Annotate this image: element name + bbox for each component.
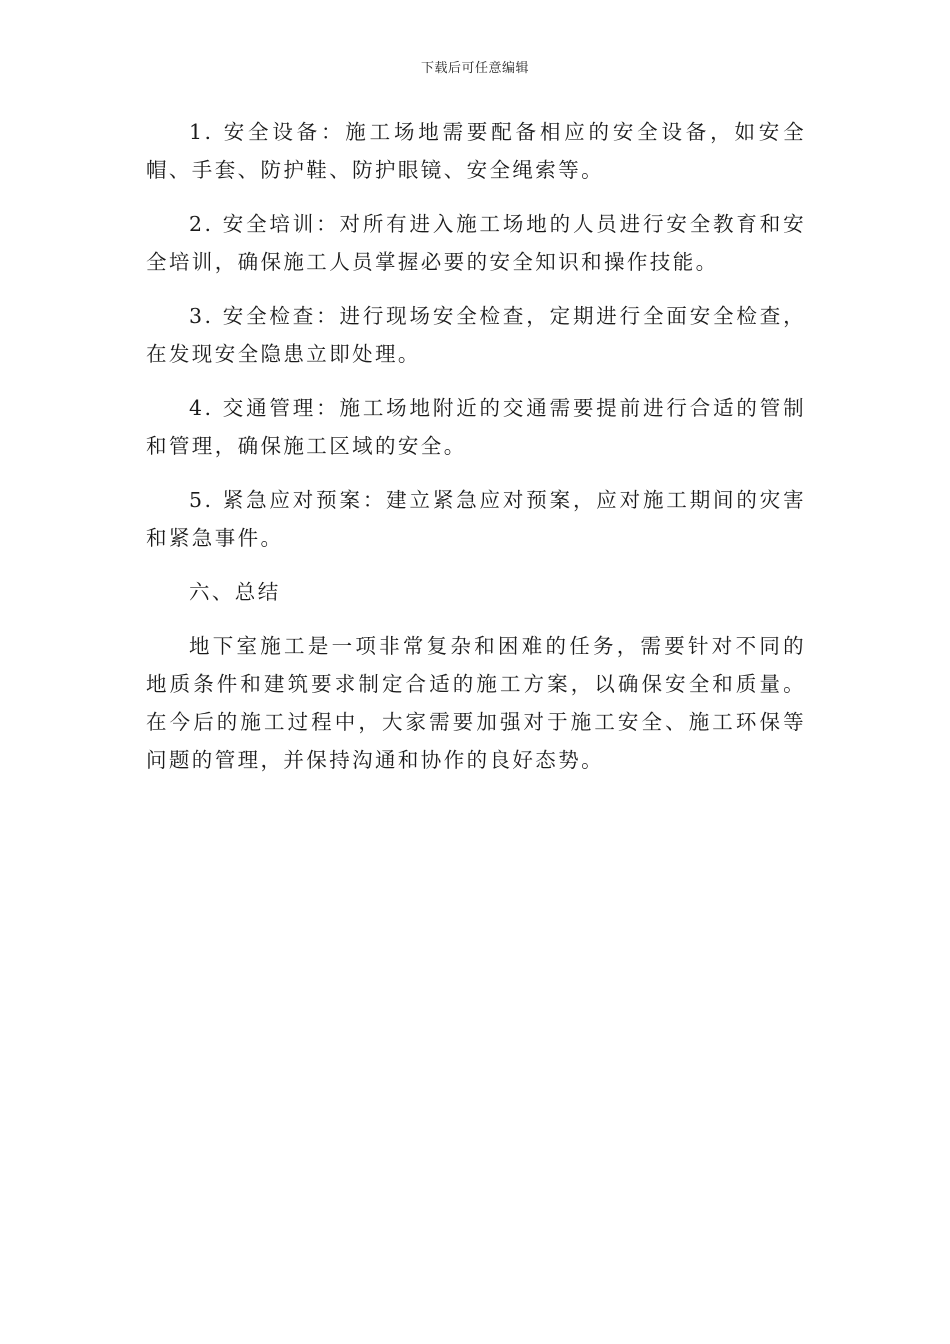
summary-paragraph: 地下室施工是一项非常复杂和困难的任务，需要针对不同的地质条件和建筑要求制定合适的施工方案，以确保安全和质量。在今后的施工过程中，大家需要加强对于施工安全、施工环保等问题的管理，并保持沟通和协作的良好态势。 [146,634,806,772]
safety-equipment-paragraph: 1. 安全设备：施工场地需要配备相应的安全设备，如安全帽、手套、防护鞋、防护眼镜、安全绳索等。 [146,120,806,182]
safety-inspection-paragraph: 3. 安全检查：进行现场安全检查，定期进行全面安全检查，在发现安全隐患立即处理。 [146,304,806,366]
safety-training-paragraph: 2. 安全培训：对所有进入施工场地的人员进行安全教育和安全培训，确保施工人员掌握必要的安全知识和操作技能。 [146,212,806,274]
emergency-plan-paragraph: 5. 紧急应对预案：建立紧急应对预案，应对施工期间的灾害和紧急事件。 [146,488,806,550]
document-body [146,113,806,795]
page-header: 下载后可任意编辑 [420,61,529,76]
traffic-management-paragraph: 4. 交通管理：施工场地附近的交通需要提前进行合适的管制和管理，确保施工区域的安全。 [146,396,806,458]
summary-heading: 六、总结 [189,580,281,604]
